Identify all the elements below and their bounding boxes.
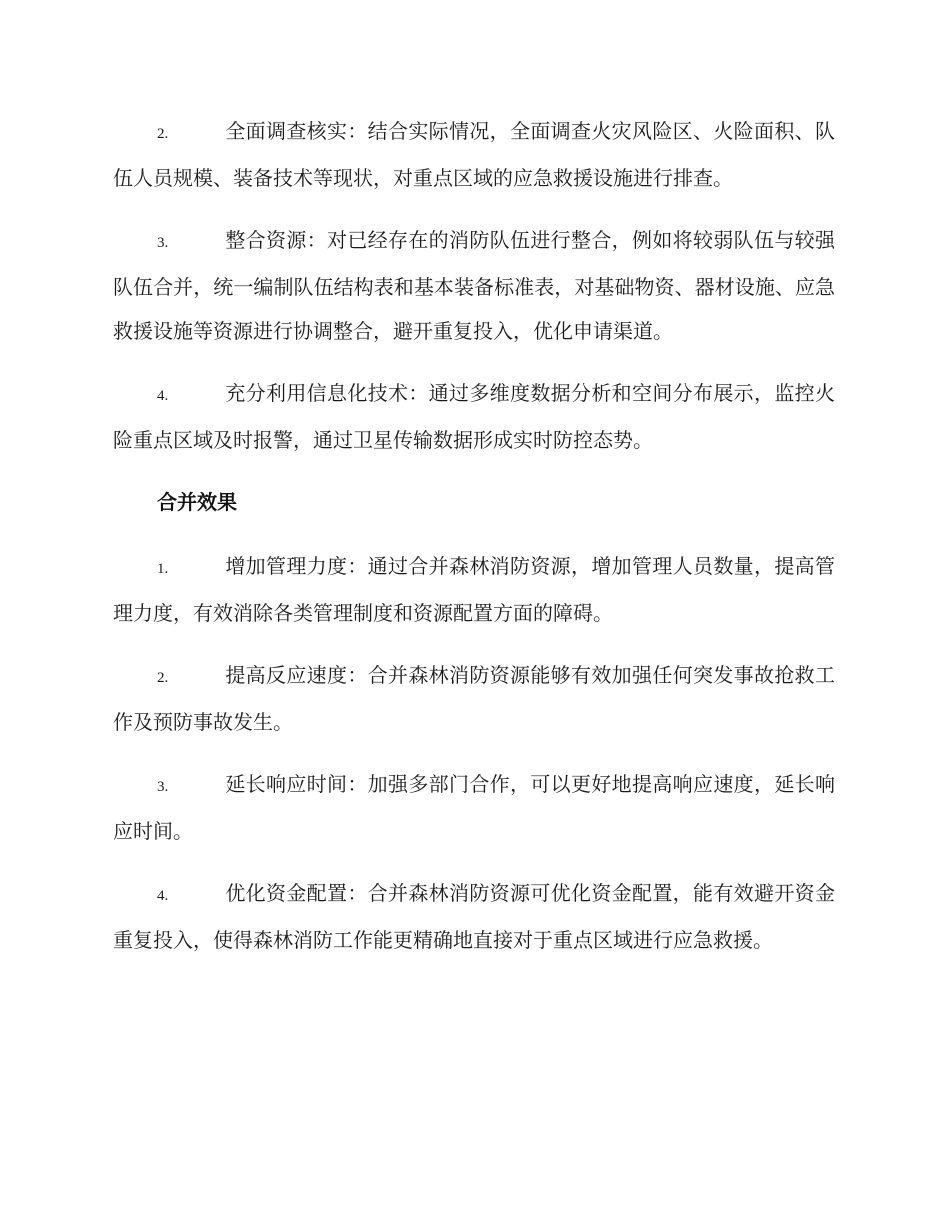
list-item-text: 延长响应时间：加强多部门合作，可以更好地提高响应速度，延长响应时间。 bbox=[113, 772, 835, 843]
list-item-information-technology bbox=[113, 371, 835, 462]
list-item-text: 增加管理力度：通过合并森林消防资源，增加管理人员数量，提高管理力度，有效消除各类管理制度和资源配置方面的障碍。 bbox=[113, 554, 835, 625]
list-item-text: 充分利用信息化技术：通过多维度数据分析和空间分布展示，监控火险重点区域及时报警，通过卫星传输数据形成实时防控态势。 bbox=[113, 381, 835, 452]
list-item-response-speed bbox=[113, 653, 835, 744]
list-item-management bbox=[113, 544, 835, 635]
list-item-number: 2. bbox=[157, 670, 169, 686]
document-body bbox=[113, 109, 835, 980]
list-item-text: 整合资源：对已经存在的消防队伍进行整合，例如将较弱队伍与较强队伍合并，统一编制队伍结构表和基本装备标准表，对基础物资、器材设施、应急救援设施等资源进行协调整合，避开重复投入，优化申请渠道。 bbox=[113, 228, 835, 343]
section-heading: 合并效果 bbox=[157, 490, 237, 514]
list-item-number: 3. bbox=[157, 779, 169, 795]
list-item-text: 优化资金配置：合并森林消防资源可优化资金配置，能有效避开资金重复投入，使得森林消防工作能更精确地直接对于重点区域进行应急救援。 bbox=[113, 881, 835, 952]
list-item-response-time bbox=[113, 762, 835, 853]
list-item-number: 4. bbox=[157, 888, 169, 904]
list-item-number: 3. bbox=[157, 235, 169, 251]
list-item-integrate-resources bbox=[113, 218, 835, 353]
list-item-number: 4. bbox=[157, 388, 169, 404]
list-item-text: 提高反应速度：合并森林消防资源能够有效加强任何突发事故抢救工作及预防事故发生。 bbox=[113, 663, 835, 734]
list-item-investigate bbox=[113, 109, 835, 200]
list-item-number: 1. bbox=[157, 561, 169, 577]
list-item-funding bbox=[113, 871, 835, 962]
list-item-text: 全面调查核实：结合实际情况，全面调查火灾风险区、火险面积、队伍人员规模、装备技术等现状，对重点区域的应急救援设施进行排查。 bbox=[113, 119, 835, 190]
list-item-number: 2. bbox=[157, 126, 169, 142]
